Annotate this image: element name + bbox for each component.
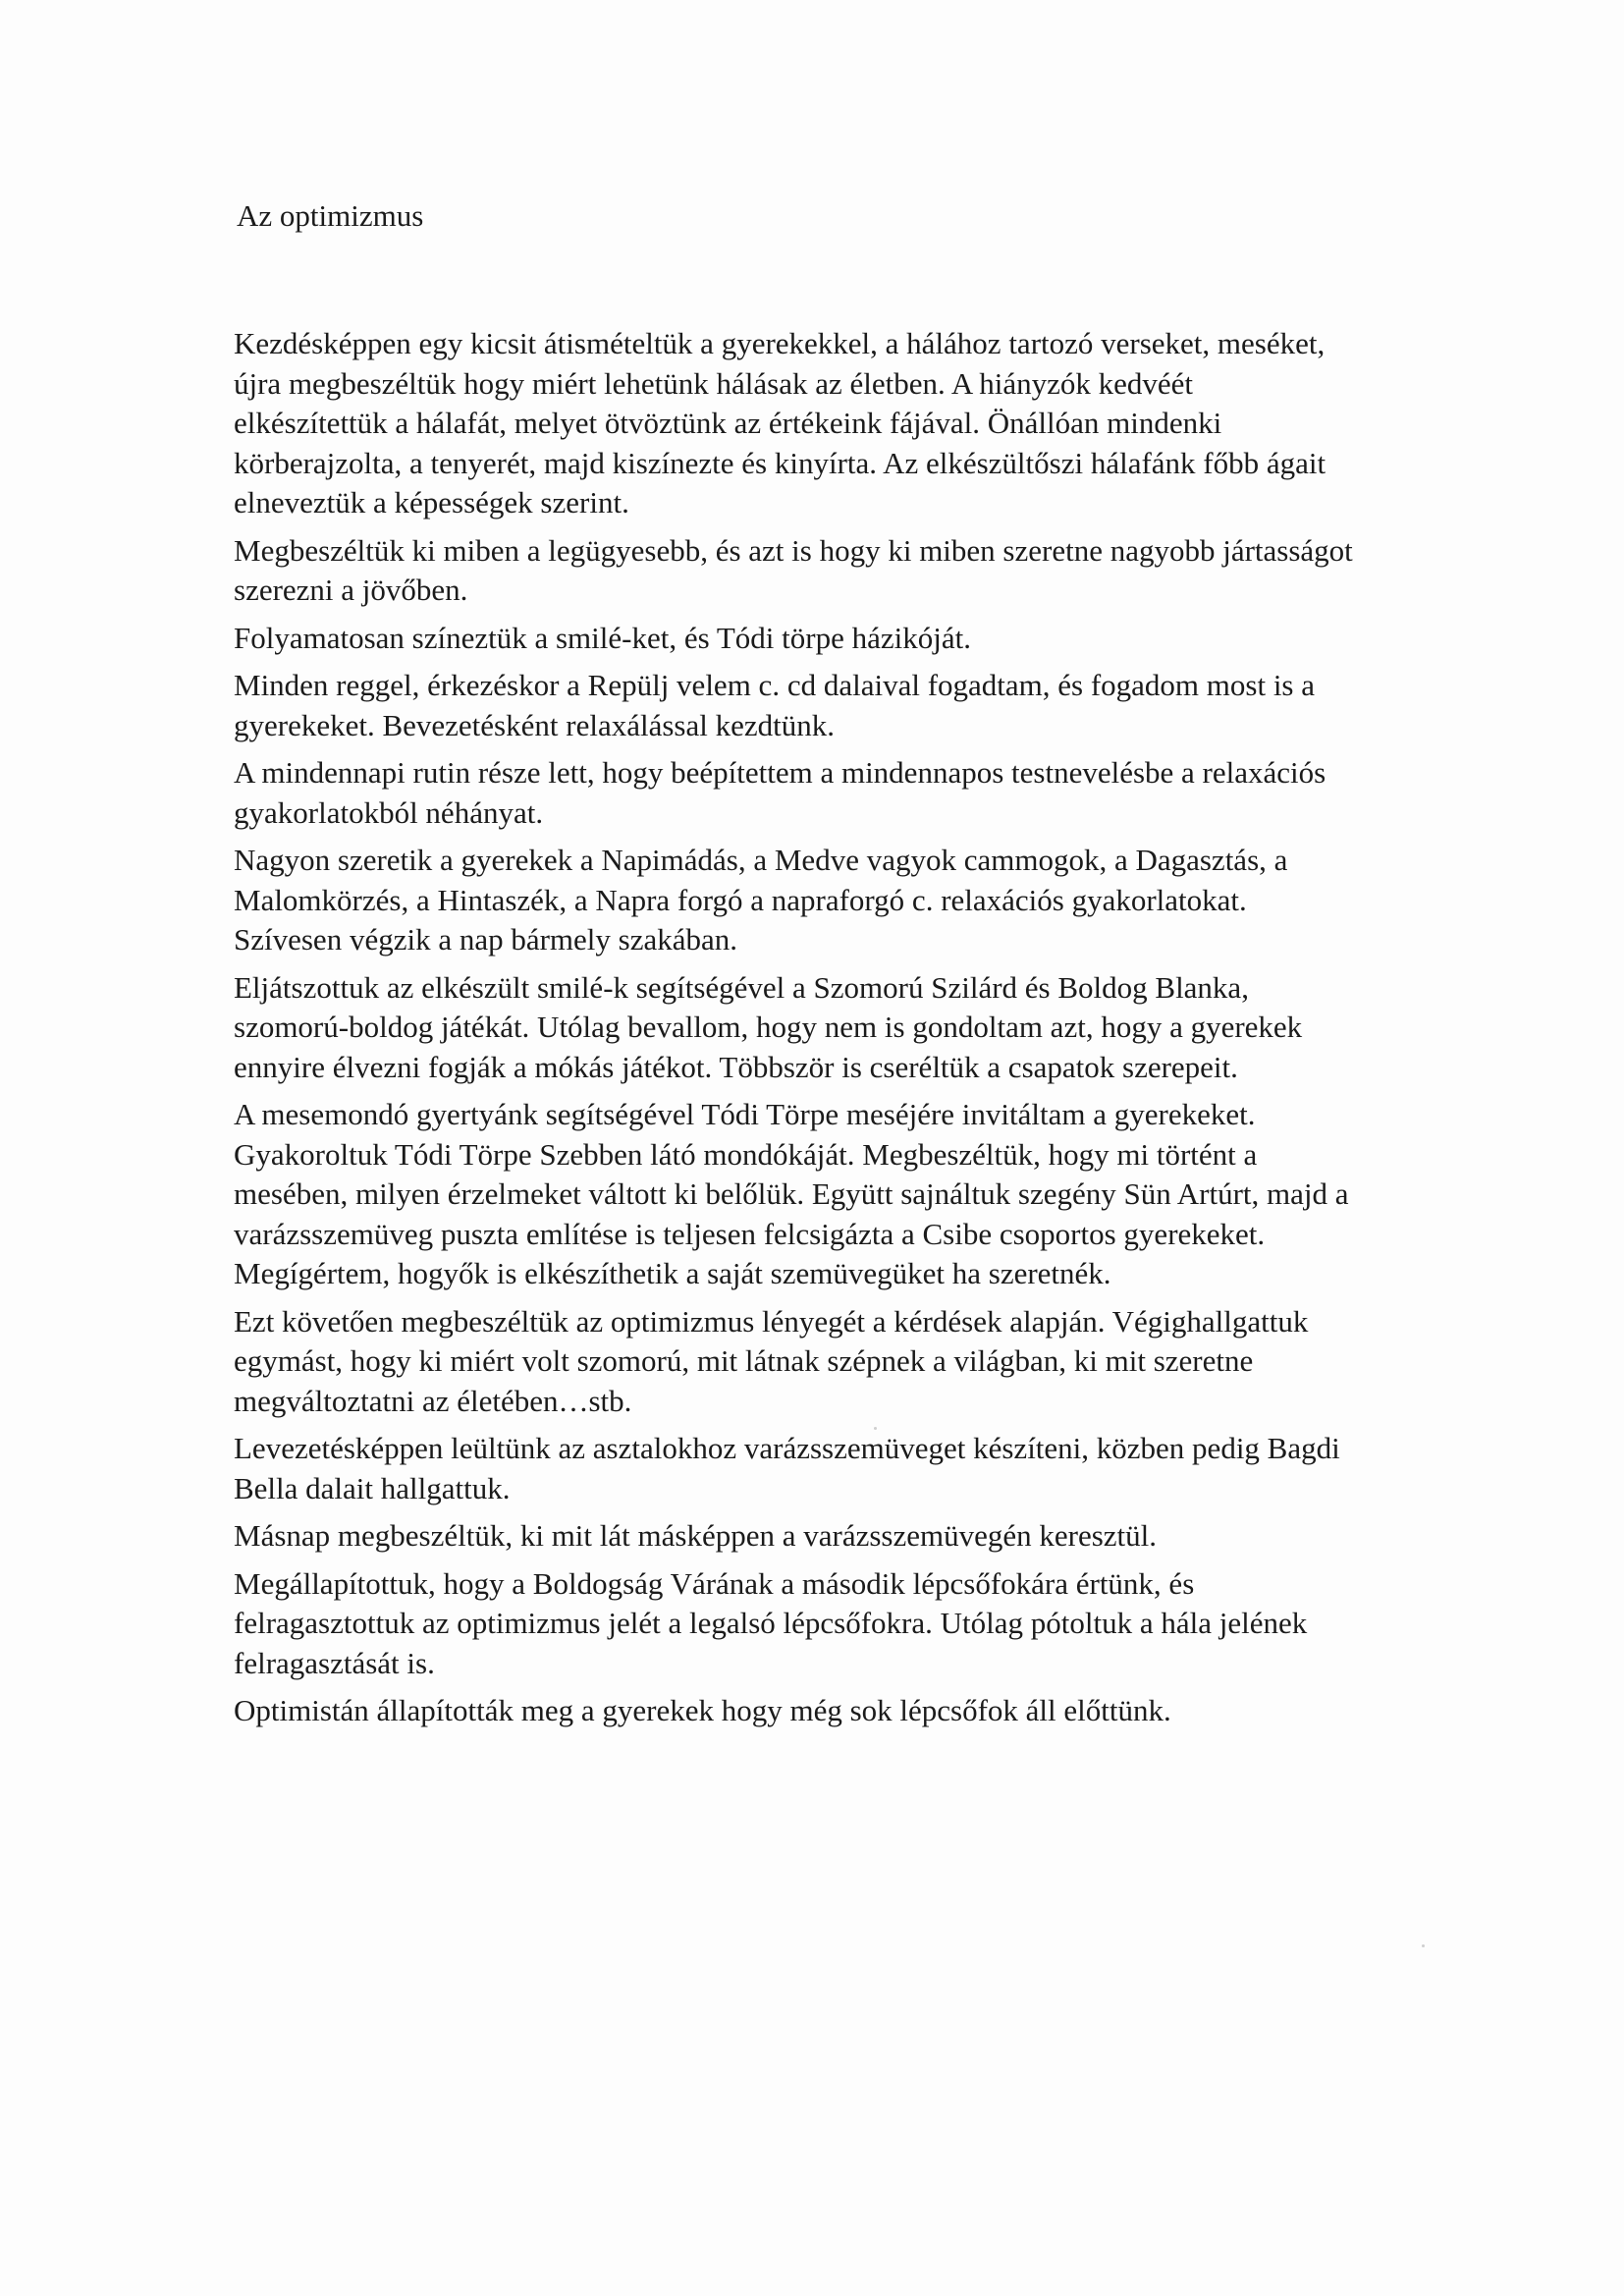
text-line: A mesemondó gyertyánk segítségével Tódi Törpe meséjére invitáltam a gyerekeket. xyxy=(234,1097,1256,1131)
text-line: megváltoztatni az életében…stb. xyxy=(234,1383,632,1418)
scan-speck xyxy=(1422,1944,1425,1947)
text-line: Kezdésképpen egy kicsit átismételtük a gyerekekkel, a hálához tartozó verseket, meséket, xyxy=(234,326,1326,360)
text-line: elkészítettük a hálafát, melyet ötvöztünk az értékeink fájával. Önállóan mindenki xyxy=(234,406,1222,440)
paragraph xyxy=(234,324,1471,523)
text-line: Szívesen végzik a nap bármely szakában. xyxy=(234,922,738,957)
text-line: Eljátszottuk az elkészült smilé-k segítségével a Szomorú Szilárd és Boldog Blanka, xyxy=(234,969,1249,1005)
text-line: gyakorlatokból néhányat. xyxy=(234,794,544,830)
text-line: Levezetésképpen leültünk az asztalokhoz varázsszemüveget készíteni, közben pedig Bagdi xyxy=(234,1431,1340,1465)
paragraph xyxy=(234,1302,1471,1422)
paragraph xyxy=(234,841,1471,960)
paragraph xyxy=(234,531,1471,611)
paragraph xyxy=(234,1564,1471,1684)
text-line: szerezni a jövőben. xyxy=(234,573,468,607)
text-line: szomorú-boldog játékát. Utólag bevallom, hogy nem is gondoltam azt, hogy a gyerekek xyxy=(234,1010,1303,1044)
text-line: varázsszemüveg puszta említése is teljesen felcsigázta a Csibe csoportos gyerekeket. xyxy=(234,1216,1266,1251)
text-line: Bella dalait hallgattuk. xyxy=(234,1470,511,1505)
text-line: Nagyon szeretik a gyerekek a Napimádás, a Medve vagyok cammogok, a Dagasztás, a xyxy=(234,843,1288,877)
text-line: Gyakoroltuk Tódi Törpe Szebben látó mondókáját. Megbeszéltük, hogy mi történt a xyxy=(234,1136,1258,1172)
scan-speck xyxy=(874,1427,877,1430)
text-line: elneveztük a képességek szerint. xyxy=(234,485,629,519)
text-line: mesében, milyen érzelmeket váltott ki belőlük. Együtt sajnáltuk szegény Sün Artúrt, majd a xyxy=(234,1176,1349,1211)
text-line: Minden reggel, érkezéskor a Repülj velem c. cd dalaival fogadtam, és fogadom most is a xyxy=(234,668,1315,702)
text-line: Megbeszéltük ki miben a legügyesebb, és azt is hogy ki miben szeretne nagyobb jártasságot xyxy=(234,532,1353,568)
paragraph xyxy=(234,1095,1471,1294)
paragraph xyxy=(234,1429,1471,1508)
text-line: Folyamatosan színeztük a smilé-ket, és Tódi törpe házikóját. xyxy=(234,620,971,655)
text-line: körberajzolta, a tenyerét, majd kiszínezte és kinyírta. Az elkészültőszi hálafánk főbb ágait xyxy=(234,445,1326,480)
document-title: Az optimizmus xyxy=(237,198,424,233)
paragraph xyxy=(234,1691,1471,1731)
text-line: Ezt követően megbeszéltük az optimizmus lényegét a kérdések alapján. Végighallgattuk xyxy=(234,1303,1309,1339)
paragraph xyxy=(234,753,1471,833)
text-line: Megígértem, hogyők is elkészíthetik a saját szemüvegüket ha szeretnék. xyxy=(234,1256,1111,1290)
text-line: Malomkörzés, a Hintaszék, a Napra forgó a napraforgó c. relaxációs gyakorlatokat. xyxy=(234,882,1247,917)
text-line: Optimistán állapították meg a gyerekek hogy még sok lépcsőfok áll előttünk. xyxy=(234,1693,1171,1727)
text-line: egymást, hogy ki miért volt szomorú, mit látnak szépnek a világban, ki mit szeretne xyxy=(234,1343,1254,1378)
text-line: felragasztását is. xyxy=(234,1645,435,1680)
text-line: felragasztottuk az optimizmus jelét a legalsó lépcsőfokra. Utólag pótoltuk a hála jelének xyxy=(234,1606,1308,1640)
text-line: Másnap megbeszéltük, ki mit lát másképpen a varázsszemüvegén keresztül. xyxy=(234,1518,1158,1553)
text-line: gyerekeket. Bevezetésként relaxálással kezdtünk. xyxy=(234,707,835,742)
text-line: A mindennapi rutin része lett, hogy beépítettem a mindennapos testnevelésbe a relaxációs xyxy=(234,755,1326,790)
document-body xyxy=(234,324,1471,1739)
text-line: ennyire élvezni fogják a mókás játékot. Többször is cseréltük a csapatok szerepeit. xyxy=(234,1049,1238,1084)
text-line: Megállapítottuk, hogy a Boldogság Várának a második lépcsőfokára értünk, és xyxy=(234,1565,1195,1601)
paragraph xyxy=(234,968,1471,1088)
paragraph xyxy=(234,619,1471,659)
text-line: újra megbeszéltük hogy miért lehetünk hálásak az életben. A hiányzók kedvéét xyxy=(234,365,1194,401)
paragraph xyxy=(234,1516,1471,1557)
paragraph xyxy=(234,666,1471,745)
